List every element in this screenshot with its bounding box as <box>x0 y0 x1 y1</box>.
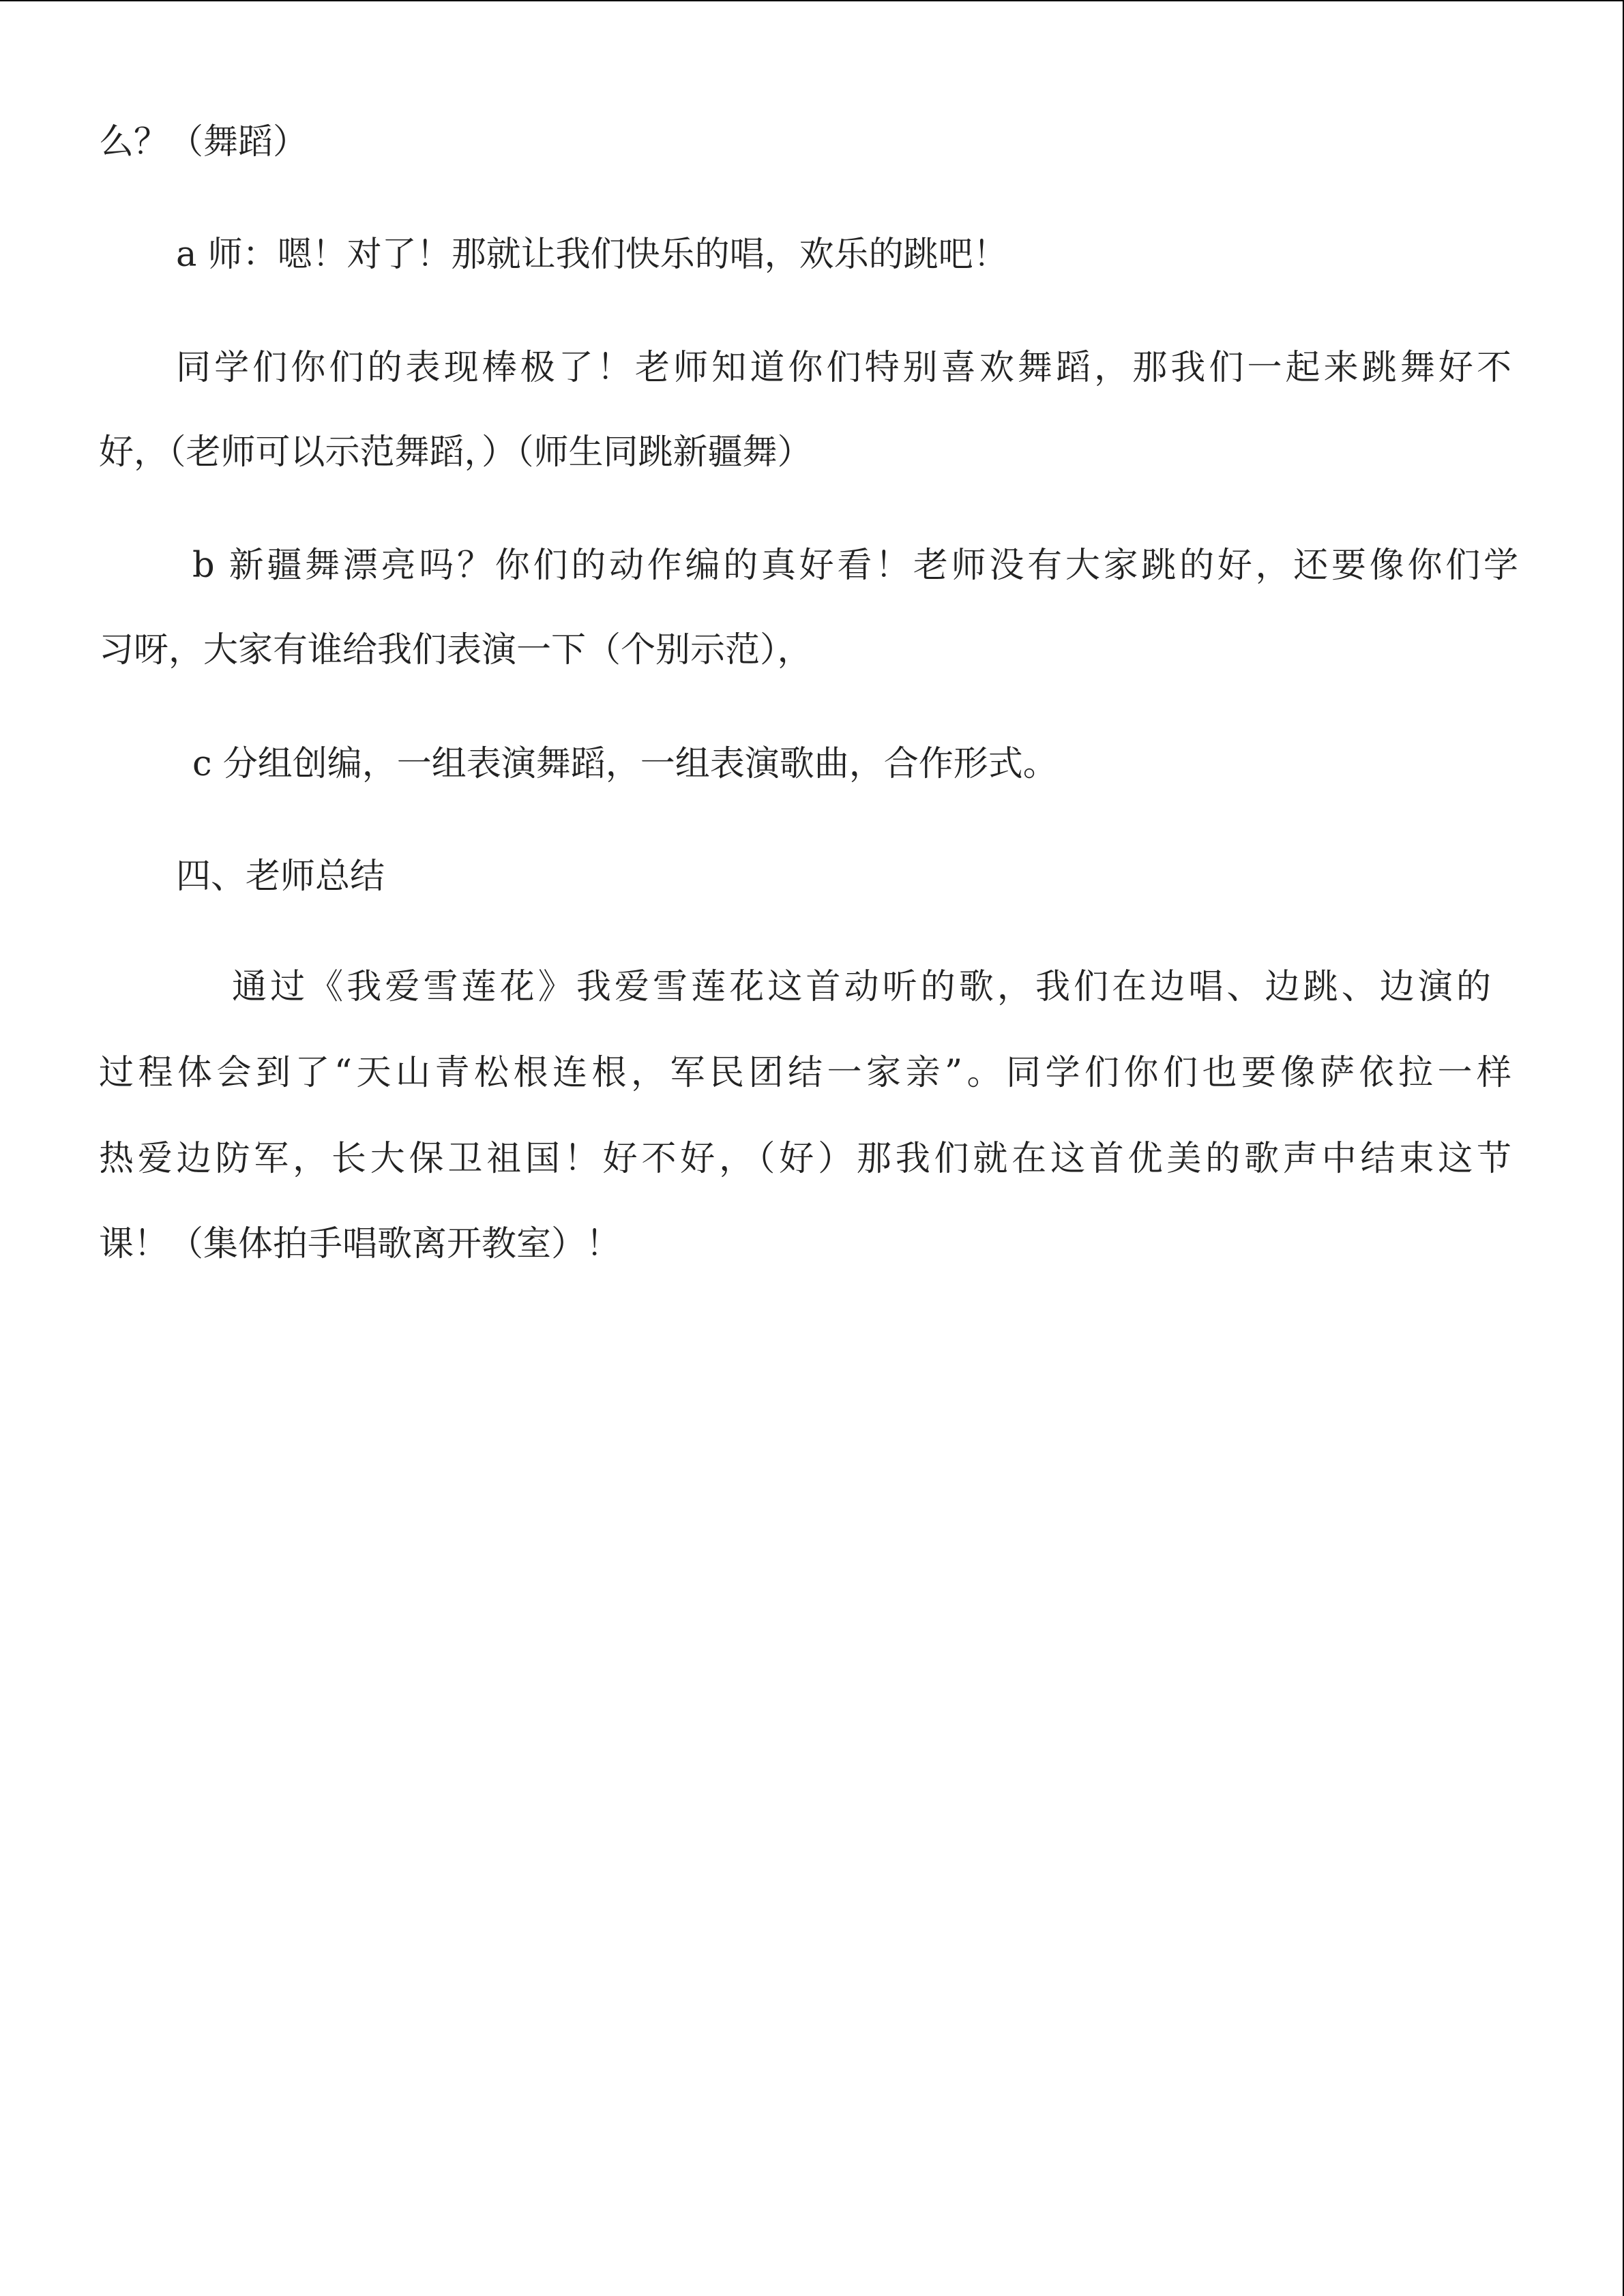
text-line-9: 通过《我爱雪莲花》我爱雪莲花这首动听的歌，我们在边唱、边跳、边演的 <box>232 967 1491 1007</box>
text-line-10: 过程体会到了“天山青松根连根，军民团结一家亲”。同学们你们也要像萨依拉一样 <box>99 1053 1511 1093</box>
text-line-7: c 分组创编，一组表演舞蹈，一组表演歌曲，合作形式。 <box>192 744 1058 784</box>
section-heading: 四、老师总结 <box>176 856 385 897</box>
text-line-6: 习呀，大家有谁给我们表演一下（个别示范）， <box>99 630 812 670</box>
text-line-11: 热爱边防军，长大保卫祖国！好不好，（好）那我们就在这首优美的歌声中结束这节 <box>99 1139 1511 1179</box>
text-line-4: 好，（老师可以示范舞蹈，）（师生同跳新疆舞） <box>99 432 812 473</box>
text-line-1: 么？（舞蹈） <box>99 122 308 162</box>
text-line-5: b 新疆舞漂亮吗？你们的动作编的真好看！老师没有大家跳的好，还要像你们学 <box>192 546 1518 586</box>
text-line-3: 同学们你们的表现棒极了！老师知道你们特别喜欢舞蹈，那我们一起来跳舞好不 <box>176 348 1511 388</box>
text-line-2: a 师：嗯！对了！那就让我们快乐的唱，欢乐的跳吧！ <box>176 235 1008 275</box>
text-line-12: 课！（集体拍手唱歌离开教室）！ <box>99 1224 621 1264</box>
